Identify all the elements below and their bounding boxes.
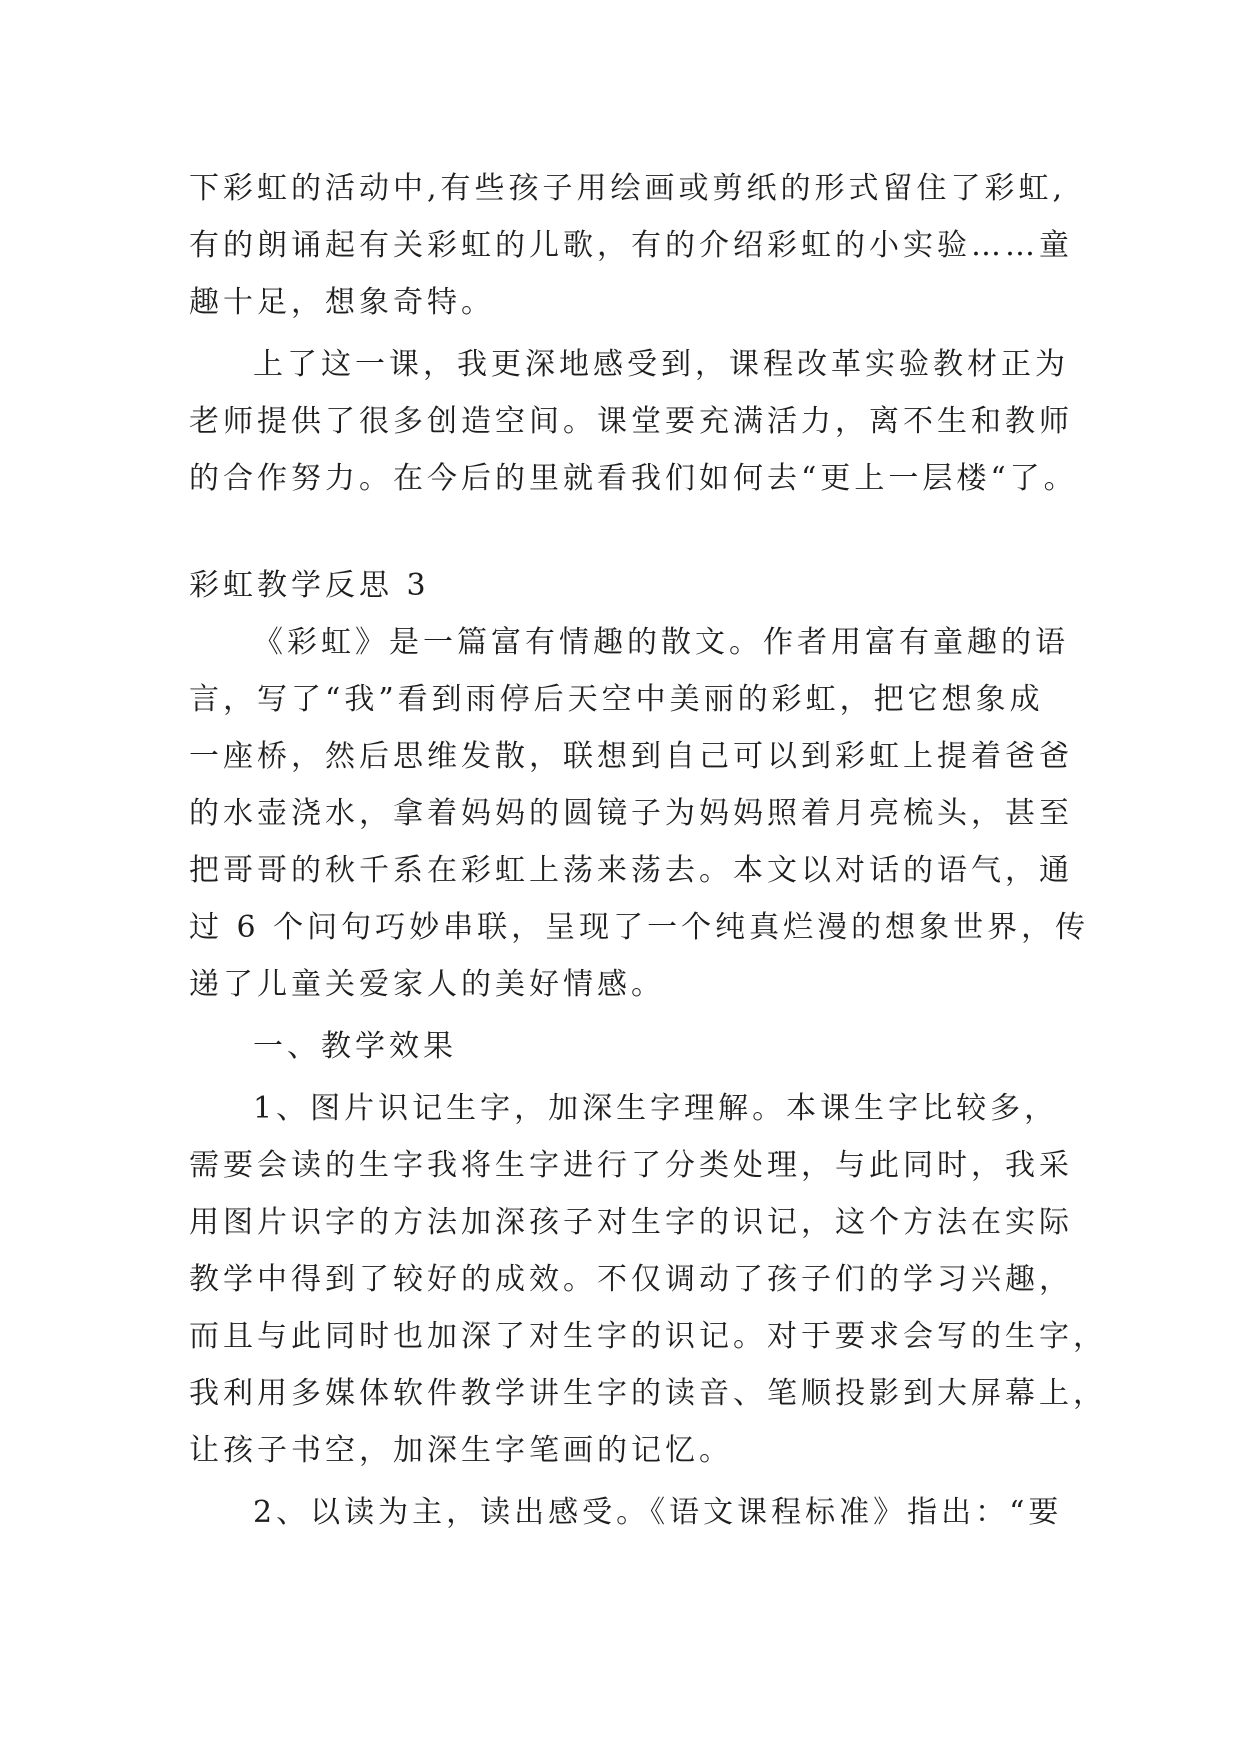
- section-heading: [189, 557, 1079, 614]
- text-line: 老师提供了很多创造空间。课堂要充满活力，离不生和教师: [189, 404, 1073, 439]
- continuation-paragraph: [189, 160, 1079, 331]
- point2-paragraph: [189, 1484, 1079, 1541]
- text-line: 用图片识字的方法加深孩子对生字的识记，这个方法在实际: [189, 1205, 1073, 1240]
- text-line: 下彩虹的活动中,有些孩子用绘画或剪纸的形式留住了彩虹,: [189, 171, 1067, 206]
- text-line: 1、图片识记生字，加深生字理解。本课生字比较多，: [253, 1091, 1059, 1126]
- text-line: 2、以读为主，读出感受。《语文课程标准》指出：“要: [253, 1495, 1063, 1530]
- section-title: 彩虹教学反思 3: [189, 568, 430, 603]
- subheading: 一、教学效果: [253, 1029, 457, 1064]
- text-line: 的水壶浇水，拿着妈妈的圆镜子为妈妈照着月亮梳头，甚至: [189, 796, 1073, 831]
- text-line: 让孩子书空，加深生字笔画的记忆。: [189, 1433, 733, 1468]
- subheading-paragraph: [189, 1018, 1079, 1075]
- text-line: 需要会读的生字我将生字进行了分类处理，与此同时，我采: [189, 1148, 1073, 1183]
- text-line: 把哥哥的秋千系在彩虹上荡来荡去。本文以对话的语气，通: [189, 853, 1073, 888]
- text-line: 《彩虹》是一篇富有情趣的散文。作者用富有童趣的语: [253, 625, 1069, 660]
- text-line: 过 6 个问句巧妙串联，呈现了一个纯真烂漫的想象世界，传: [189, 910, 1090, 945]
- document-body: [189, 160, 1107, 1541]
- text-line: 教学中得到了较好的成效。不仅调动了孩子们的学习兴趣，: [189, 1262, 1073, 1297]
- point1-paragraph: [189, 1080, 1107, 1479]
- text-line: 上了这一课，我更深地感受到，课程改革实验教材正为: [253, 347, 1069, 382]
- text-line: 有的朗诵起有关彩虹的儿歌，有的介绍彩虹的小实验……童: [189, 228, 1073, 263]
- text-line: 言，写了“我”看到雨停后天空中美丽的彩虹，把它想象成: [189, 682, 1044, 717]
- reflection-paragraph: [189, 336, 1079, 507]
- text-line: 而且与此同时也加深了对生字的识记。对于要求会写的生字，: [189, 1319, 1107, 1354]
- text-line: 的合作努力。在今后的里就看我们如何去“更上一层楼“了。: [189, 461, 1078, 496]
- text-line: 一座桥，然后思维发散，联想到自己可以到彩虹上提着爸爸: [189, 739, 1073, 774]
- text-line: 递了儿童关爱家人的美好情感。: [189, 967, 665, 1002]
- intro-paragraph: [189, 614, 1090, 1013]
- text-line: 趣十足，想象奇特。: [189, 285, 495, 320]
- text-line: 我利用多媒体软件教学讲生字的读音、笔顺投影到大屏幕上，: [189, 1376, 1107, 1411]
